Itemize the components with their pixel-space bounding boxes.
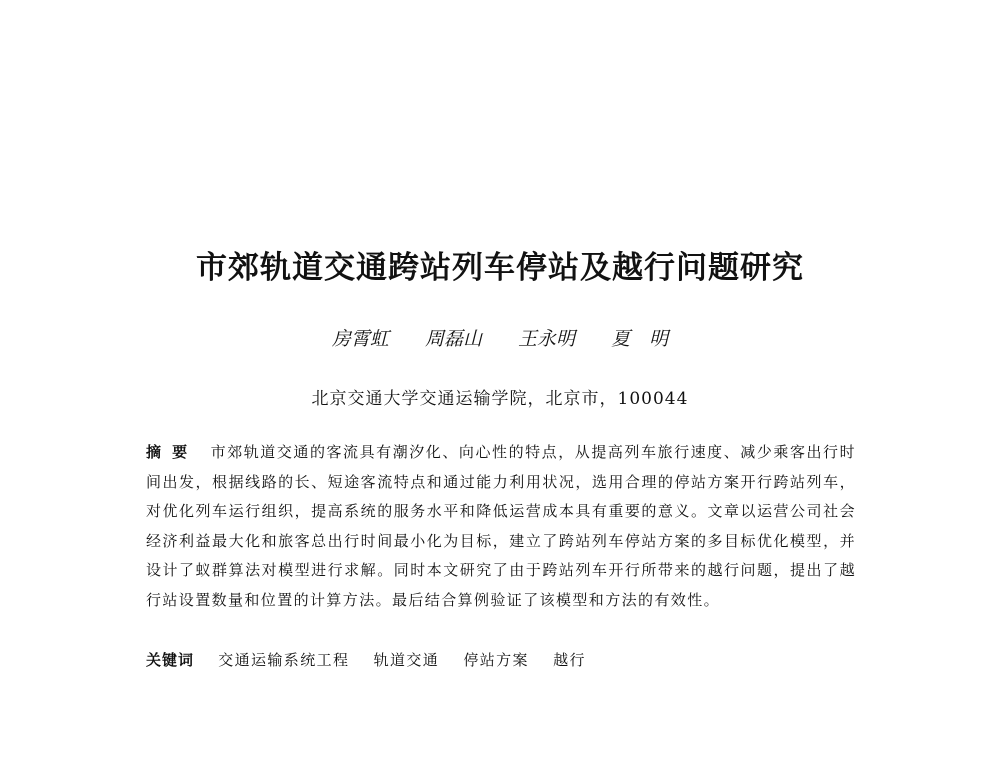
abstract-text: 市郊轨道交通的客流具有潮汐化、向心性的特点，从提高列车旅行速度、减少乘客出行时间出发，根据线路的长、短途客流特点和通过能力利用状况，选用合理的停站方案开行跨站列车，对优化列车运行组织，提高系统的服务水平和降低运营成本具有重要的意义。文章以运营公司社会经济利益最大化和旅客总出行时间最小化为目标，建立了跨站列车停站方案的多目标优化模型，并设计了蚁群算法对模型进行求解。同时本文研究了由于跨站列车开行所带来的越行问题，提出了越行站设置数量和位置的计算方法。最后结合算例验证了该模型和方法的有效性。: [146, 443, 856, 609]
author-affiliation: 北京交通大学交通运输学院，北京市，100044: [311, 389, 689, 409]
author-name: 房霄虹: [331, 328, 389, 350]
keywords-label: 关键词: [146, 651, 195, 669]
keyword: 轨道交通: [373, 651, 440, 669]
abstract-label: 摘要: [146, 443, 199, 461]
author-list: [0, 325, 1000, 353]
keywords-section: [146, 646, 856, 674]
abstract-section: [146, 438, 856, 615]
keyword: 停站方案: [463, 651, 529, 669]
author-name: 周磊山: [424, 328, 482, 350]
author-name: 王永明: [518, 328, 576, 350]
keyword: 越行: [553, 651, 586, 669]
paper-title: 市郊轨道交通跨站列车停站及越行问题研究: [196, 250, 804, 286]
author-name: 夏 明: [611, 328, 669, 350]
keyword: 交通运输系统工程: [218, 651, 350, 669]
